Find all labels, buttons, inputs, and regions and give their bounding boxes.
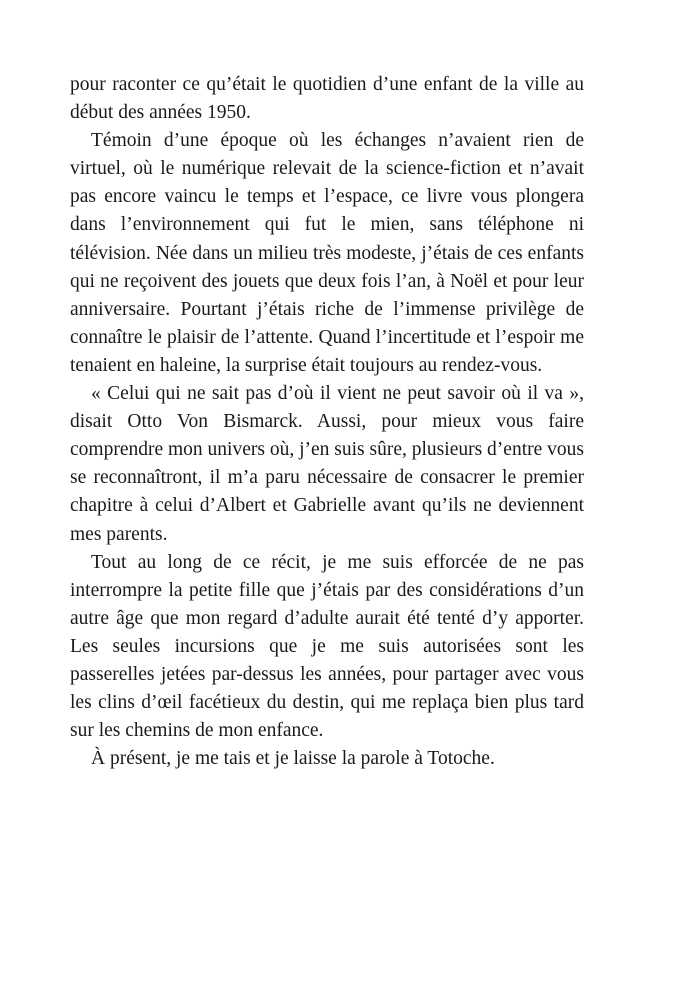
paragraph: « Celui qui ne sait pas d’où il vient ne peut savoir où il va », disait Otto Von Bismarck. Aussi, pour mieux vous faire comprendre mon univers où, j’en suis sûre, plusieurs d’entre vous se reconnaîtront, il m’a paru nécessaire de consacrer le premier chapitre à celui d’Albert et Gabrielle avant qu’ils ne deviennent mes parents. — [70, 383, 584, 545]
paragraph: Témoin d’une époque où les échanges n’avaient rien de virtuel, où le numérique relevait de la science-fiction et n’avait pas encore vaincu le temps et l’espace, ce livre vous plongera dans l’environnement qui fut le mien, sans téléphone ni télévision. Née dans un milieu très modeste, j’étais de ces enfants qui ne reçoivent des jouets que deux fois l’an, à Noël et pour leur anniversaire. Pourtant j’étais riche de l’immense privilège de connaître le plaisir de l’attente. Quand l’incertitude et l’espoir me tenaient en haleine, la surprise était toujours au rendez-vous. — [70, 130, 584, 376]
paragraph: Tout au long de ce récit, je me suis efforcée de ne pas interrompre la petite fille que j’étais par des considérations d’un autre âge que mon regard d’adulte aurait été tenté d’y apporter. Les seules incursions que je me suis autorisées sont les passerelles jetées par-dessus les années, pour partager avec vous les clins d’œil facétieux du destin, qui me replaça bien plus tard sur les chemins de mon enfance. — [70, 551, 584, 742]
paragraph-continuation: pour raconter ce qu’était le quotidien d’une enfant de la ville au début des années 1950. — [70, 74, 584, 124]
paragraph: À présent, je me tais et je laisse la parole à Totoche. — [91, 748, 495, 770]
page-body — [70, 71, 584, 773]
